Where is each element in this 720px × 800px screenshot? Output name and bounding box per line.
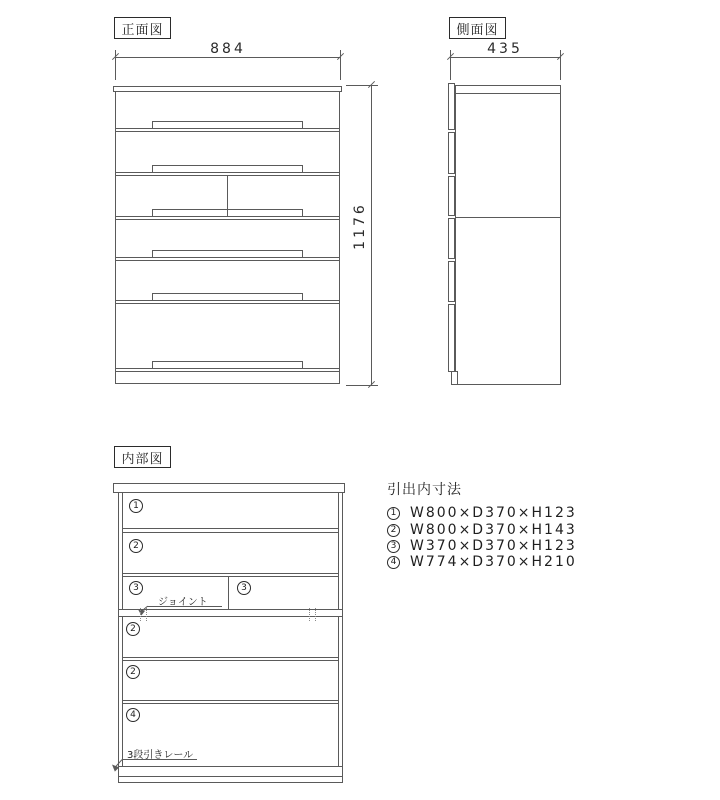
joint-annotation-underline bbox=[147, 606, 222, 607]
spec-block-title: 引出内寸法 bbox=[387, 482, 462, 498]
drawer-number: 2 bbox=[130, 624, 136, 634]
spec-dimensions: W800×D370×H143 bbox=[410, 522, 577, 538]
internal-plinth-line bbox=[119, 776, 342, 777]
front-height-extension-bottom bbox=[346, 385, 378, 386]
front-view-title: 正面図 bbox=[121, 22, 164, 38]
front-height-dimension-value: 1176 bbox=[352, 202, 368, 250]
internal-cabinet-body bbox=[118, 492, 343, 783]
front-view-title-box bbox=[114, 17, 171, 39]
spec-number-circle bbox=[387, 556, 400, 569]
spec-row bbox=[387, 538, 577, 554]
joint-dotted-mark bbox=[315, 608, 316, 621]
drawer-number-circle bbox=[129, 539, 143, 553]
spec-number: 2 bbox=[390, 525, 397, 535]
front-drawer-gap-line bbox=[116, 368, 339, 372]
side-depth-dimension-value: 435 bbox=[487, 41, 523, 57]
drawer-handle bbox=[152, 165, 303, 172]
joint-dotted-mark bbox=[146, 608, 147, 621]
front-drawer-gap-line bbox=[116, 128, 339, 132]
rail-annotation-underline bbox=[122, 759, 197, 760]
front-drawer-gap-line bbox=[116, 257, 339, 261]
drawer-number: 3 bbox=[241, 583, 247, 593]
spec-number-circle bbox=[387, 507, 400, 520]
internal-split-drawer-divider bbox=[228, 577, 229, 609]
internal-shelf bbox=[123, 528, 338, 533]
internal-view-title-box bbox=[114, 446, 171, 468]
drawer-number-circle bbox=[126, 708, 140, 722]
front-split-drawer-divider bbox=[227, 176, 228, 216]
spec-number-circle bbox=[387, 540, 400, 553]
side-mid-frame-line bbox=[456, 217, 560, 218]
drawer-number: 4 bbox=[130, 710, 136, 720]
drawer-number-circle bbox=[129, 499, 143, 513]
side-drawer-front-strip bbox=[448, 83, 455, 372]
spec-row bbox=[387, 554, 577, 570]
side-strip-gap bbox=[448, 215, 455, 219]
drawer-number-circle bbox=[129, 581, 143, 595]
internal-shelf bbox=[123, 573, 338, 577]
spec-row bbox=[387, 522, 577, 538]
internal-view-title: 内部図 bbox=[121, 451, 164, 467]
side-view-title: 側面図 bbox=[456, 22, 499, 38]
spec-number: 3 bbox=[390, 541, 397, 551]
side-strip-gap bbox=[448, 173, 455, 177]
internal-right-wall-line bbox=[338, 493, 339, 766]
spec-dimensions: W774×D370×H210 bbox=[410, 554, 577, 570]
side-view-title-box bbox=[449, 17, 506, 39]
joint-annotation-label: ジョイント bbox=[158, 597, 208, 608]
side-strip-gap bbox=[448, 129, 455, 133]
front-width-dimension-value: 884 bbox=[210, 41, 246, 57]
internal-left-wall-line bbox=[122, 493, 123, 766]
joint-dotted-mark bbox=[140, 608, 141, 621]
spec-dimensions: W370×D370×H123 bbox=[410, 538, 577, 554]
spec-row bbox=[387, 505, 577, 521]
side-strip-gap bbox=[448, 258, 455, 262]
front-width-dimension-line bbox=[115, 57, 340, 58]
drawer-handle bbox=[152, 250, 303, 257]
drawer-number-circle bbox=[237, 581, 251, 595]
drawer-handle bbox=[152, 293, 303, 300]
internal-bottom-board-line bbox=[119, 766, 342, 767]
drawer-number-circle bbox=[126, 665, 140, 679]
front-cabinet-body bbox=[115, 91, 340, 384]
spec-number: 1 bbox=[390, 508, 397, 518]
side-foot bbox=[451, 371, 458, 385]
side-depth-dimension-line bbox=[450, 57, 560, 58]
drawer-number: 2 bbox=[133, 541, 139, 551]
side-strip-gap bbox=[448, 301, 455, 305]
drawer-handle bbox=[152, 121, 303, 128]
internal-shelf bbox=[123, 657, 338, 661]
front-height-extension-top bbox=[346, 85, 378, 86]
front-drawer-gap-line bbox=[116, 300, 339, 304]
joint-dotted-mark bbox=[309, 608, 310, 621]
drawer-number-circle bbox=[126, 622, 140, 636]
rail-annotation-label: 3段引きレール bbox=[127, 750, 194, 761]
front-height-dimension-line bbox=[371, 85, 372, 385]
spec-number-circle bbox=[387, 524, 400, 537]
drawer-number: 2 bbox=[130, 667, 136, 677]
side-cabinet-body bbox=[455, 85, 561, 385]
drawer-number: 1 bbox=[133, 501, 139, 511]
spec-number: 4 bbox=[390, 557, 397, 567]
drawer-handle bbox=[152, 361, 303, 368]
drawer-number: 3 bbox=[133, 583, 139, 593]
spec-dimensions: W800×D370×H123 bbox=[410, 505, 577, 521]
front-drawer-gap-line bbox=[116, 216, 339, 220]
internal-shelf bbox=[123, 700, 338, 704]
side-top-board-line bbox=[456, 93, 560, 94]
